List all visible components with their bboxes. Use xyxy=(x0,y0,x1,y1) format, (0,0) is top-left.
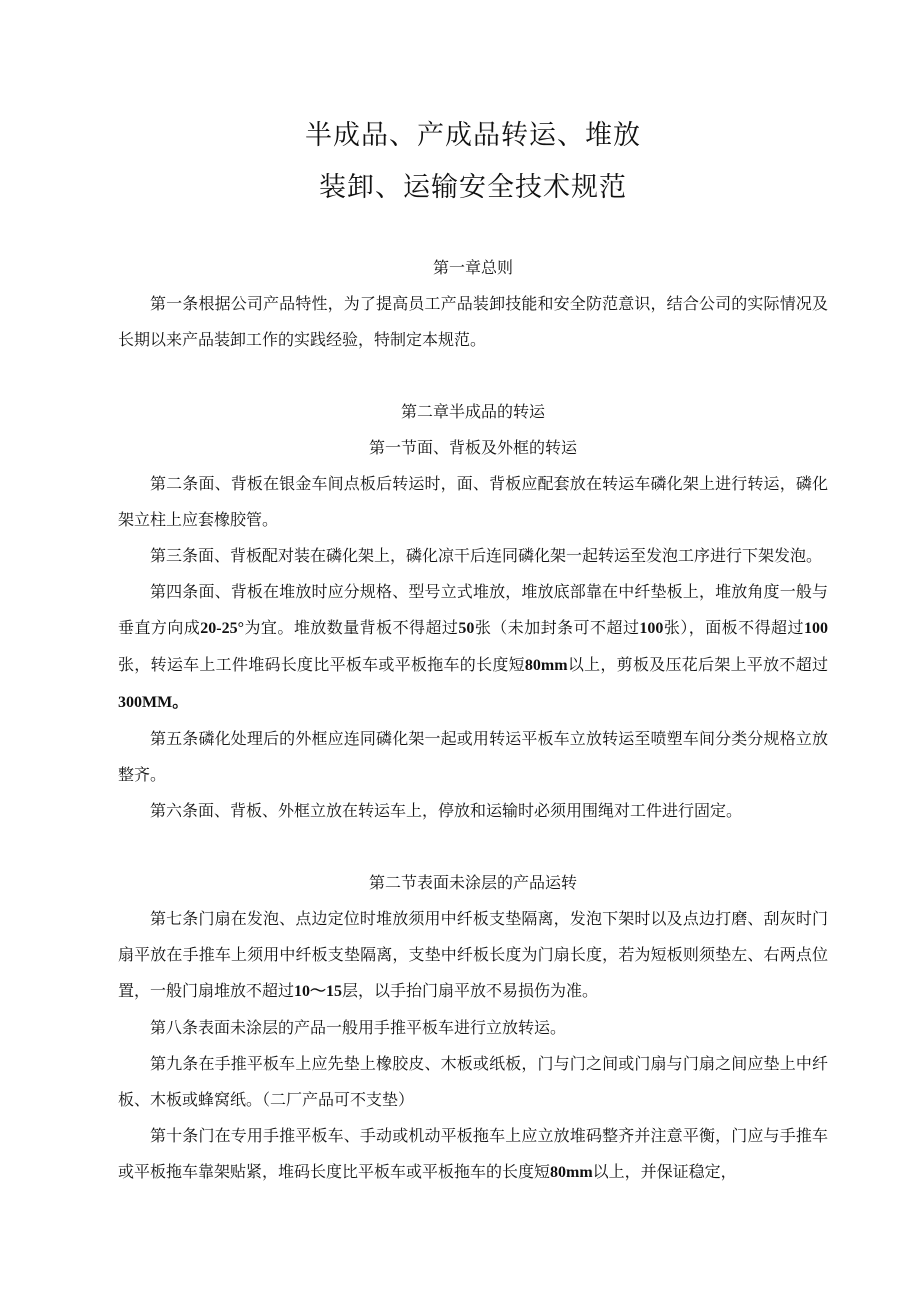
article-7-layers: 10～15 xyxy=(294,983,343,1000)
article-7-text-1: 第七条门扇在发泡、点边定位时堆放须用中纤板支垫隔离，发泡下架时以及点边打磨、刮灰时门扇平放在手推车上须用中纤板支垫隔离，支垫中纤板长度为门扇长度，若为短板则须垫左、右两点位置，一般门扇堆放不超过 xyxy=(118,909,828,1000)
article-4-angle: 20-25° xyxy=(200,620,245,637)
article-4-text-3: 张（未加封条可不超过 xyxy=(474,618,640,637)
article-10 xyxy=(118,1118,828,1191)
article-3: 第三条面、背板配对装在磷化架上，磷化凉干后连同磷化架一起转运至发泡工序进行下架发泡。 xyxy=(150,546,823,565)
article-7 xyxy=(118,901,828,1010)
title-line-1: 半成品、产成品转运、堆放 xyxy=(305,120,641,151)
spacer xyxy=(118,829,828,865)
chapter-1-heading: 第一章总则 xyxy=(432,258,513,277)
article-4-length: 80mm xyxy=(524,657,568,674)
article-4-number-3: 100 xyxy=(803,620,828,637)
article-8: 第八条表面未涂层的产品一般用手推平板车进行立放转运。 xyxy=(150,1018,567,1037)
article-1: 第一条根据公司产品特性，为了提高员工产品装卸技能和安全防范意识，结合公司的实际情况及长期以来产品装卸工作的实践经验，特制定本规范。 xyxy=(118,294,828,349)
spacer xyxy=(118,358,828,394)
article-4-text-1: 第四条面、背板在堆放时应分规格、型号立式堆放，堆放底部靠在中纤垫板上，堆放角度一般与垂直方向成 xyxy=(118,582,828,637)
article-4-max: 300MM。 xyxy=(118,694,189,711)
title-line-2: 装卸、运输安全技术规范 xyxy=(319,172,627,203)
article-7-text-2: 层，以手抬门扇平放不易损伤为准。 xyxy=(342,981,599,1000)
section-2-heading: 第二节表面未涂层的产品运转 xyxy=(368,873,577,892)
article-10-length: 80mm xyxy=(550,1164,593,1181)
article-6: 第六条面、背板、外框立放在转运车上，停放和运输时必须用围绳对工件进行固定。 xyxy=(150,801,743,820)
article-5: 第五条磷化处理后的外框应连同磷化架一起或用转运平板车立放转运至喷塑车间分类分规格立放整齐。 xyxy=(118,729,828,784)
article-4-text-2: 为宜。堆放数量背板不得超过 xyxy=(244,618,459,637)
article-4 xyxy=(118,574,828,721)
article-4-text-5: 张，转运车上工件堆码长度比平板车或平板拖车的长度短 xyxy=(118,655,525,674)
article-10-text-2: 以上，并保证稳定， xyxy=(592,1162,737,1181)
article-10-text-1: 第十条门在专用手推平板车、手动或机动平板拖车上应立放堆码整齐并注意平衡，门应与手推车或平板拖车靠架贴紧，堆码长度比平板车或平板拖车的长度短 xyxy=(118,1126,828,1181)
article-4-number-1: 50 xyxy=(458,620,475,637)
section-1-heading: 第一节面、背板及外框的转运 xyxy=(368,438,577,457)
article-4-text-6: 以上，剪板及压花后架上平放不超过 xyxy=(567,655,828,674)
document-page xyxy=(118,110,828,1191)
article-9: 第九条在手推平板车上应先垫上橡胶皮、木板或纸板，门与门之间或门扇与门扇之间应垫上中纤板、木板或蜂窝纸。（二厂产品可不支垫） xyxy=(118,1054,828,1109)
article-4-number-2: 100 xyxy=(639,620,664,637)
document-title xyxy=(118,110,828,214)
article-2: 第二条面、背板在银金车间点板后转运时，面、背板应配套放在转运车磷化架上进行转运，磷化架立柱上应套橡胶管。 xyxy=(118,474,828,529)
article-4-text-4: 张），面板不得超过 xyxy=(663,618,804,637)
chapter-2-heading: 第二章半成品的转运 xyxy=(400,402,545,421)
